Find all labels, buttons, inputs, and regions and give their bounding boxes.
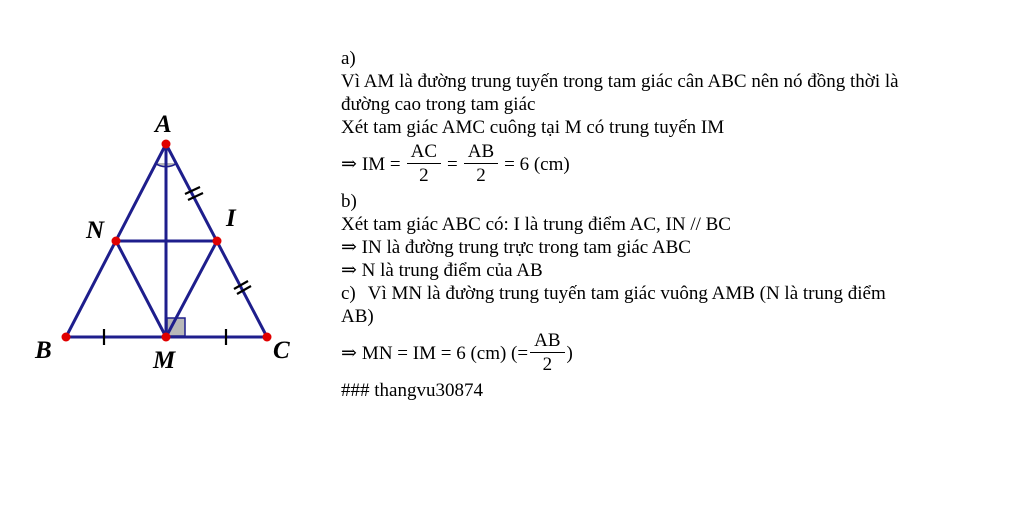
part-a-line2: đường cao trong tam giác [341, 94, 536, 115]
eq-a-arrow: ⇒ [341, 153, 357, 175]
label-a: A [155, 111, 172, 138]
label-i: I [226, 205, 236, 232]
eq-a-frac1-den: 2 [419, 165, 429, 186]
part-a-line3: Xét tam giác AMC cuông tại M có trung tuyến IM [341, 117, 725, 138]
signature: ### thangvu30874 [341, 380, 483, 401]
point-a [162, 140, 171, 149]
label-c: C [273, 337, 290, 364]
part-c-label: c) [341, 283, 356, 304]
part-a-line1: Vì AM là đường trung tuyến trong tam giác cân ABC nên nó đồng thời là [341, 71, 899, 92]
eq-c-lhs: MN = IM = 6 (cm) (= [361, 342, 529, 364]
eq-a-result: = 6 (cm) [504, 153, 570, 175]
label-b: B [35, 337, 52, 364]
eq-c-frac [530, 330, 564, 376]
part-a-label: a) [341, 48, 356, 69]
part-c-line1-text: Vì MN là đường trung tuyến tam giác vuông AMB (N là trung điểm [367, 283, 886, 304]
part-a-equation [341, 141, 981, 187]
point-n [112, 237, 121, 246]
segment-nm [116, 241, 166, 337]
eq-c-frac-num: AB [530, 330, 564, 353]
point-i [213, 237, 222, 246]
eq-a-frac2-den: 2 [476, 165, 486, 186]
point-m [162, 333, 171, 342]
eq-a-frac1 [407, 141, 441, 187]
triangle-figure [0, 0, 330, 517]
part-c-line1 [341, 282, 981, 305]
part-b-label: b) [341, 191, 357, 212]
eq-a-frac1-num: AC [407, 141, 441, 164]
point-b [62, 333, 71, 342]
eq-a-frac2 [464, 141, 498, 187]
part-b-line1: Xét tam giác ABC có: I là trung điểm AC, IN // BC [341, 214, 731, 235]
point-c [263, 333, 272, 342]
eq-c-frac-den: 2 [542, 354, 553, 375]
part-b-line2: ⇒ IN là đường trung trực trong tam giác ABC [341, 237, 691, 258]
eq-a-frac2-num: AB [464, 141, 498, 164]
eq-c-arrow: ⇒ [341, 342, 357, 364]
eq-a-lhs: IM = [361, 153, 401, 175]
eq-c-close: ) [566, 342, 573, 364]
part-b-line3: ⇒ N là trung điểm của AB [341, 260, 543, 281]
double-tick-ai [185, 187, 203, 200]
eq-a-equals: = [447, 153, 458, 175]
segment-im [166, 241, 217, 337]
label-n: N [86, 217, 105, 244]
part-c-equation [341, 330, 981, 376]
label-m: M [153, 347, 176, 374]
part-c-line2: AB) [341, 306, 374, 327]
solution-text [341, 47, 981, 402]
